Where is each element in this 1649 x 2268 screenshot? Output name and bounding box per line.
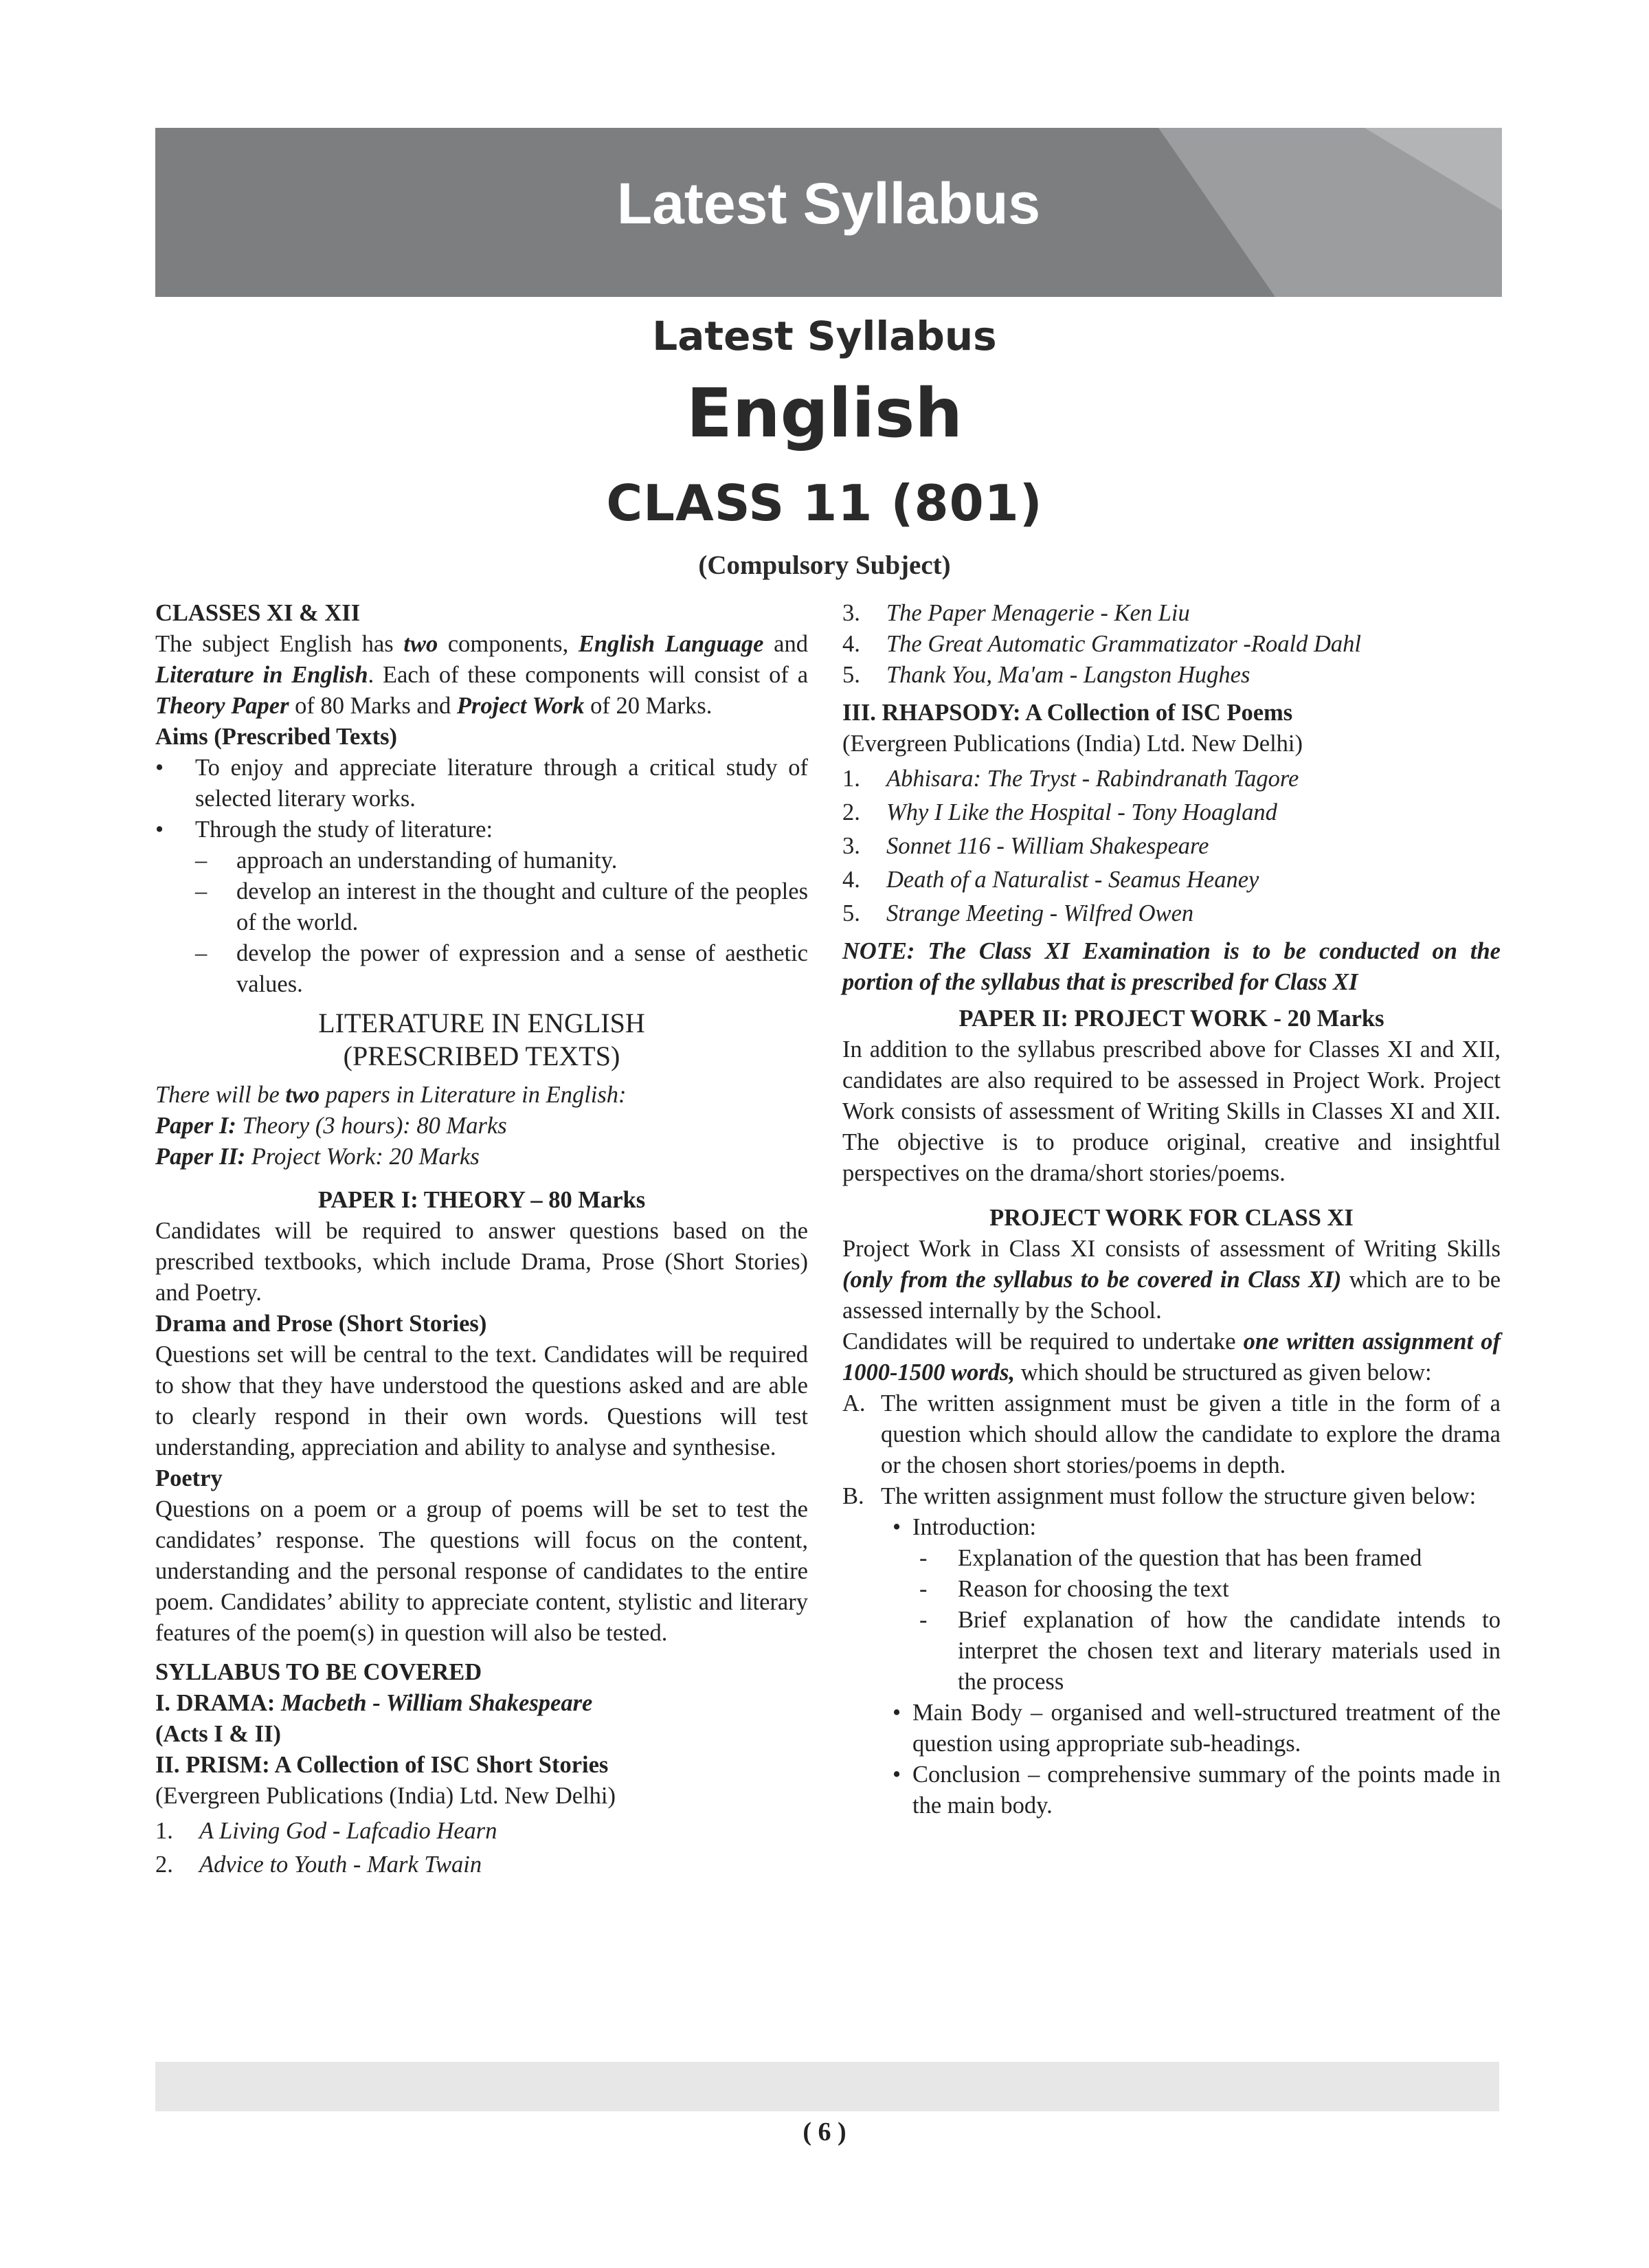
list-item: 1. A Living God - Lafcadio Hearn bbox=[155, 1818, 497, 1844]
list-item: B. The written assignment must follow the structure given below: bbox=[842, 1483, 1477, 1509]
banner-title: Latest Syllabus bbox=[616, 171, 1041, 236]
subheading: Drama and Prose (Short Stories) bbox=[155, 1311, 487, 1337]
subject-type: (Compulsory Subject) bbox=[698, 551, 951, 580]
paragraph: Questions on a poem or a group of poems will be set to test the candidates’ response. The questions will focus on the content, understanding and the personal response of candidates to the entire poem. Candidates’ ability to appreciate content, stylistic and literary features of the poem(s) in question will also be tested. bbox=[155, 1496, 808, 1646]
intro-paragraph: The subject English has two components, English Language and Literature in English. Each of these components will consist of a Theory Paper of 80 Marks and Project Work of 20 Marks. bbox=[155, 631, 809, 719]
drama-acts: (Acts I & II) bbox=[155, 1721, 282, 1747]
section-heading: PAPER I: THEORY – 80 Marks bbox=[317, 1187, 646, 1213]
list-item: - Reason for choosing the text bbox=[919, 1576, 1229, 1602]
list-item: A. The written assignment must be given a title in the form of a question which should allow the candidate to explore the drama or the chosen short stories/poems in depth. bbox=[842, 1390, 1501, 1478]
list-item: – develop an interest in the thought and culture of the peoples of the world. bbox=[195, 878, 808, 935]
left-column bbox=[155, 598, 808, 1880]
list-item: 3. The Paper Menagerie - Ken Liu bbox=[842, 600, 1190, 626]
list-item: – develop the power of expression and a sense of aesthetic values. bbox=[195, 940, 808, 997]
drama-line: I. DRAMA: Macbeth - William Shakespeare bbox=[155, 1690, 593, 1716]
paragraph: Questions set will be central to the text. Candidates will be required to show that they have understood the questions asked and are able to clearly respond in their own words. Questions will test understanding, appreciation and ability to analyse and synthesise. bbox=[155, 1342, 808, 1460]
section-heading: PROJECT WORK FOR CLASS XI bbox=[989, 1205, 1354, 1231]
aims-heading: Aims (Prescribed Texts) bbox=[155, 724, 397, 750]
note: NOTE: The Class XI Examination is to be conducted on the portion of the syllabus that is prescribed for Class XI bbox=[842, 938, 1501, 995]
list-item: • Introduction: bbox=[892, 1514, 1037, 1540]
list-item: 5. Strange Meeting - Wilfred Owen bbox=[842, 900, 1194, 926]
paragraph: Candidates will be required to answer questions based on the prescribed textbooks, which include Drama, Prose (Short Stories) and Poetry. bbox=[155, 1218, 808, 1306]
list-item: • To enjoy and appreciate literature through a critical study of selected literary works. bbox=[155, 755, 808, 812]
papers-intro: There will be two papers in Literature in English: bbox=[155, 1082, 627, 1108]
list-item: • Conclusion – comprehensive summary of the points made in the main body. bbox=[892, 1761, 1501, 1819]
page-title: English bbox=[686, 375, 963, 453]
paragraph: Candidates will be required to undertake one written assignment of 1000-1500 words, which should be structured as given below: bbox=[842, 1328, 1501, 1386]
section-heading: SYLLABUS TO BE COVERED bbox=[155, 1659, 482, 1685]
list-item: 4. The Great Automatic Grammatizator -Roald Dahl bbox=[842, 631, 1361, 657]
section-heading: PAPER II: PROJECT WORK - 20 Marks bbox=[958, 1005, 1384, 1032]
list-item: - Brief explanation of how the candidate intends to interpret the chosen text and literary materials used in the process bbox=[919, 1607, 1501, 1695]
list-item: 1. Abhisara: The Tryst - Rabindranath Tagore bbox=[842, 766, 1299, 792]
subheading: Poetry bbox=[155, 1465, 223, 1491]
section-heading: CLASSES XI & XII bbox=[155, 600, 361, 626]
paragraph: In addition to the syllabus prescribed above for Classes XI and XII, candidates are also required to be assessed in Project Work. Project Work consists of assessment of Writing Skills in Classes XI and XII. The objective is to produce original, creative and insightful perspectives on the drama/short stories/poems. bbox=[842, 1036, 1501, 1186]
header-banner bbox=[155, 128, 1502, 297]
class-title: CLASS 11 (801) bbox=[606, 474, 1043, 532]
list-item: • Main Body – organised and well-structured treatment of the question using appropriate sub-headings. bbox=[892, 1700, 1501, 1757]
list-item: 2. Advice to Youth - Mark Twain bbox=[155, 1852, 482, 1878]
footer-bar bbox=[155, 2062, 1499, 2111]
list-item: 2. Why I Like the Hospital - Tony Hoagland bbox=[842, 799, 1277, 825]
section-heading: (PRESCRIBED TEXTS) bbox=[343, 1041, 620, 1071]
list-item: 3. Sonnet 116 - William Shakespeare bbox=[842, 833, 1209, 859]
paragraph: Project Work in Class XI consists of assessment of Writing Skills (only from the syllabus to be covered in Class XI) which are to be assessed internally by the School. bbox=[842, 1236, 1501, 1324]
page-number: ( 6 ) bbox=[803, 2117, 846, 2146]
list-item: 4. Death of a Naturalist - Seamus Heaney bbox=[842, 867, 1259, 893]
paper-1: Paper I: Theory (3 hours): 80 Marks bbox=[155, 1113, 507, 1139]
rhapsody-heading: III. RHAPSODY: A Collection of ISC Poems bbox=[842, 700, 1293, 726]
section-heading: LITERATURE IN ENGLISH bbox=[318, 1008, 645, 1038]
publisher: (Evergreen Publications (India) Ltd. New Delhi) bbox=[842, 731, 1303, 757]
list-item: – approach an understanding of humanity. bbox=[195, 847, 618, 874]
publisher: (Evergreen Publications (India) Ltd. New Delhi) bbox=[155, 1783, 616, 1809]
list-item: - Explanation of the question that has been framed bbox=[919, 1545, 1422, 1571]
right-column bbox=[842, 598, 1501, 1821]
page-subtitle: Latest Syllabus bbox=[652, 313, 997, 359]
list-item: • Through the study of literature: bbox=[155, 816, 493, 843]
paper-2: Paper II: Project Work: 20 Marks bbox=[155, 1144, 480, 1170]
list-item: 5. Thank You, Ma'am - Langston Hughes bbox=[842, 662, 1250, 688]
prism-heading: II. PRISM: A Collection of ISC Short Stories bbox=[155, 1752, 609, 1778]
